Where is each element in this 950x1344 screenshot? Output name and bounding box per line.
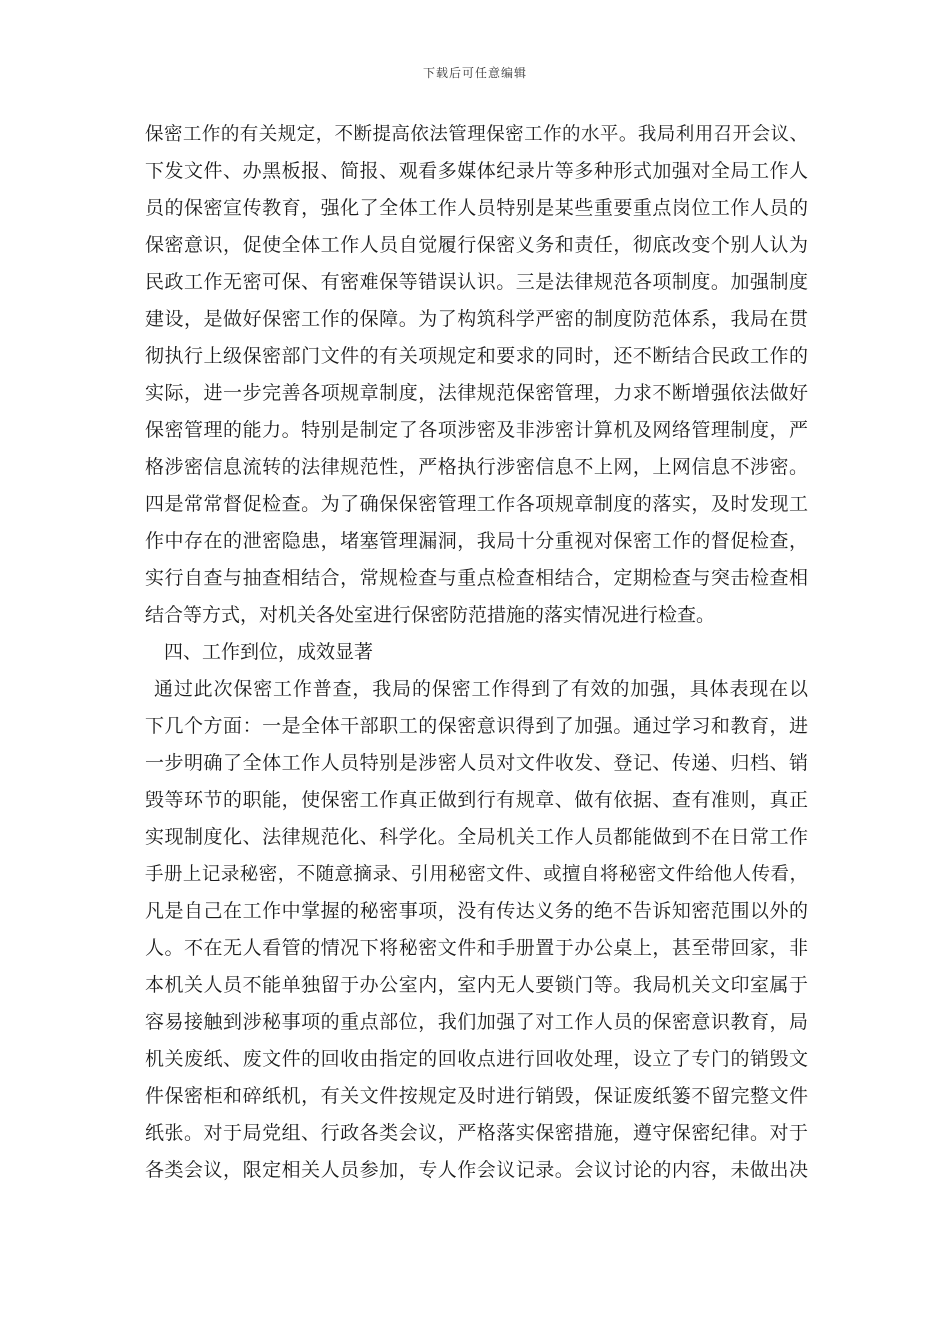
text-line: 保密管理的能力。特别是制定了各项涉密及非涉密计算机及网络管理制度，严 — [145, 419, 808, 441]
text-line: 一步明确了全体工作人员特别是涉密人员对文件收发、登记、传递、归档、销 — [145, 752, 808, 774]
text-line: 机关废纸、废文件的回收由指定的回收点进行回收处理，设立了专门的销毁文 — [145, 1048, 808, 1070]
text-line: 人。不在无人看管的情况下将秘密文件和手册置于办公桌上，甚至带回家，非 — [145, 937, 808, 959]
text-line: 件保密柜和碎纸机，有关文件按规定及时进行销毁，保证废纸篓不留完整文件 — [145, 1085, 808, 1107]
text-line: 实际，进一步完善各项规章制度，法律规范保密管理，力求不断增强依法做好 — [145, 382, 808, 404]
text-line: 民政工作无密可保、有密难保等错误认识。三是法律规范各项制度。加强制度 — [145, 271, 808, 293]
text-line: 实现制度化、法律规范化、科学化。全局机关工作人员都能做到不在日常工作 — [145, 826, 808, 848]
text-line: 结合等方式，对机关各处室进行保密防范措施的落实情况进行检查。 — [145, 604, 716, 626]
text-line: 四是常常督促检查。为了确保保密管理工作各项规章制度的落实，及时发现工 — [145, 493, 808, 515]
text-line: 作中存在的泄密隐患，堵塞管理漏洞，我局十分重视对保密工作的督促检查， — [145, 530, 808, 552]
text-line: 各类会议，限定相关人员参加，专人作会议记录。会议讨论的内容，未做出决 — [145, 1159, 808, 1181]
text-line: 保密意识，促使全体工作人员自觉履行保密义务和责任，彻底改变个别人认为 — [145, 234, 808, 256]
text-line: 下发文件、办黑板报、简报、观看多媒体纪录片等多种形式加强对全局工作人 — [145, 160, 808, 182]
text-line: 员的保密宣传教育，强化了全体工作人员特别是某些重要重点岗位工作人员的 — [145, 197, 808, 219]
text-line: 建设，是做好保密工作的保障。为了构筑科学严密的制度防范体系，我局在贯 — [145, 308, 808, 330]
section-heading: 四、工作到位，成效显著 — [164, 641, 374, 663]
page-header: 下载后可任意编辑 — [422, 66, 527, 80]
text-line: 容易接触到涉秘事项的重点部位，我们加强了对工作人员的保密意识教育，局 — [145, 1011, 808, 1033]
text-line: 毁等环节的职能，使保密工作真正做到行有规章、做有依据、查有准则，真正 — [145, 789, 808, 811]
text-line: 手册上记录秘密，不随意摘录、引用秘密文件、或擅自将秘密文件给他人传看， — [145, 864, 808, 885]
document-body — [145, 116, 808, 1189]
text-line: 下几个方面：一是全体干部职工的保密意识得到了加强。通过学习和教育，进 — [145, 715, 808, 737]
text-line: 本机关人员不能单独留于办公室内，室内无人要锁门等。我局机关文印室属于 — [145, 974, 808, 996]
text-line: 格涉密信息流转的法律规范性，严格执行涉密信息不上网，上网信息不涉密。 — [145, 456, 808, 478]
text-line: 纸张。对于局党组、行政各类会议，严格落实保密措施，遵守保密纪律。对于 — [145, 1122, 808, 1144]
text-line: 实行自查与抽查相结合，常规检查与重点检查相结合，定期检查与突击检查相 — [145, 567, 808, 589]
text-line: 彻执行上级保密部门文件的有关项规定和要求的同时，还不断结合民政工作的 — [145, 345, 808, 367]
text-line: 凡是自己在工作中掌握的秘密事项，没有传达义务的绝不告诉知密范围以外的 — [145, 900, 808, 922]
paragraph-first-line: 通过此次保密工作普查，我局的保密工作得到了有效的加强，具体表现在以 — [154, 678, 808, 700]
text-line: 保密工作的有关规定，不断提高依法管理保密工作的水平。我局利用召开会议、 — [145, 124, 808, 145]
